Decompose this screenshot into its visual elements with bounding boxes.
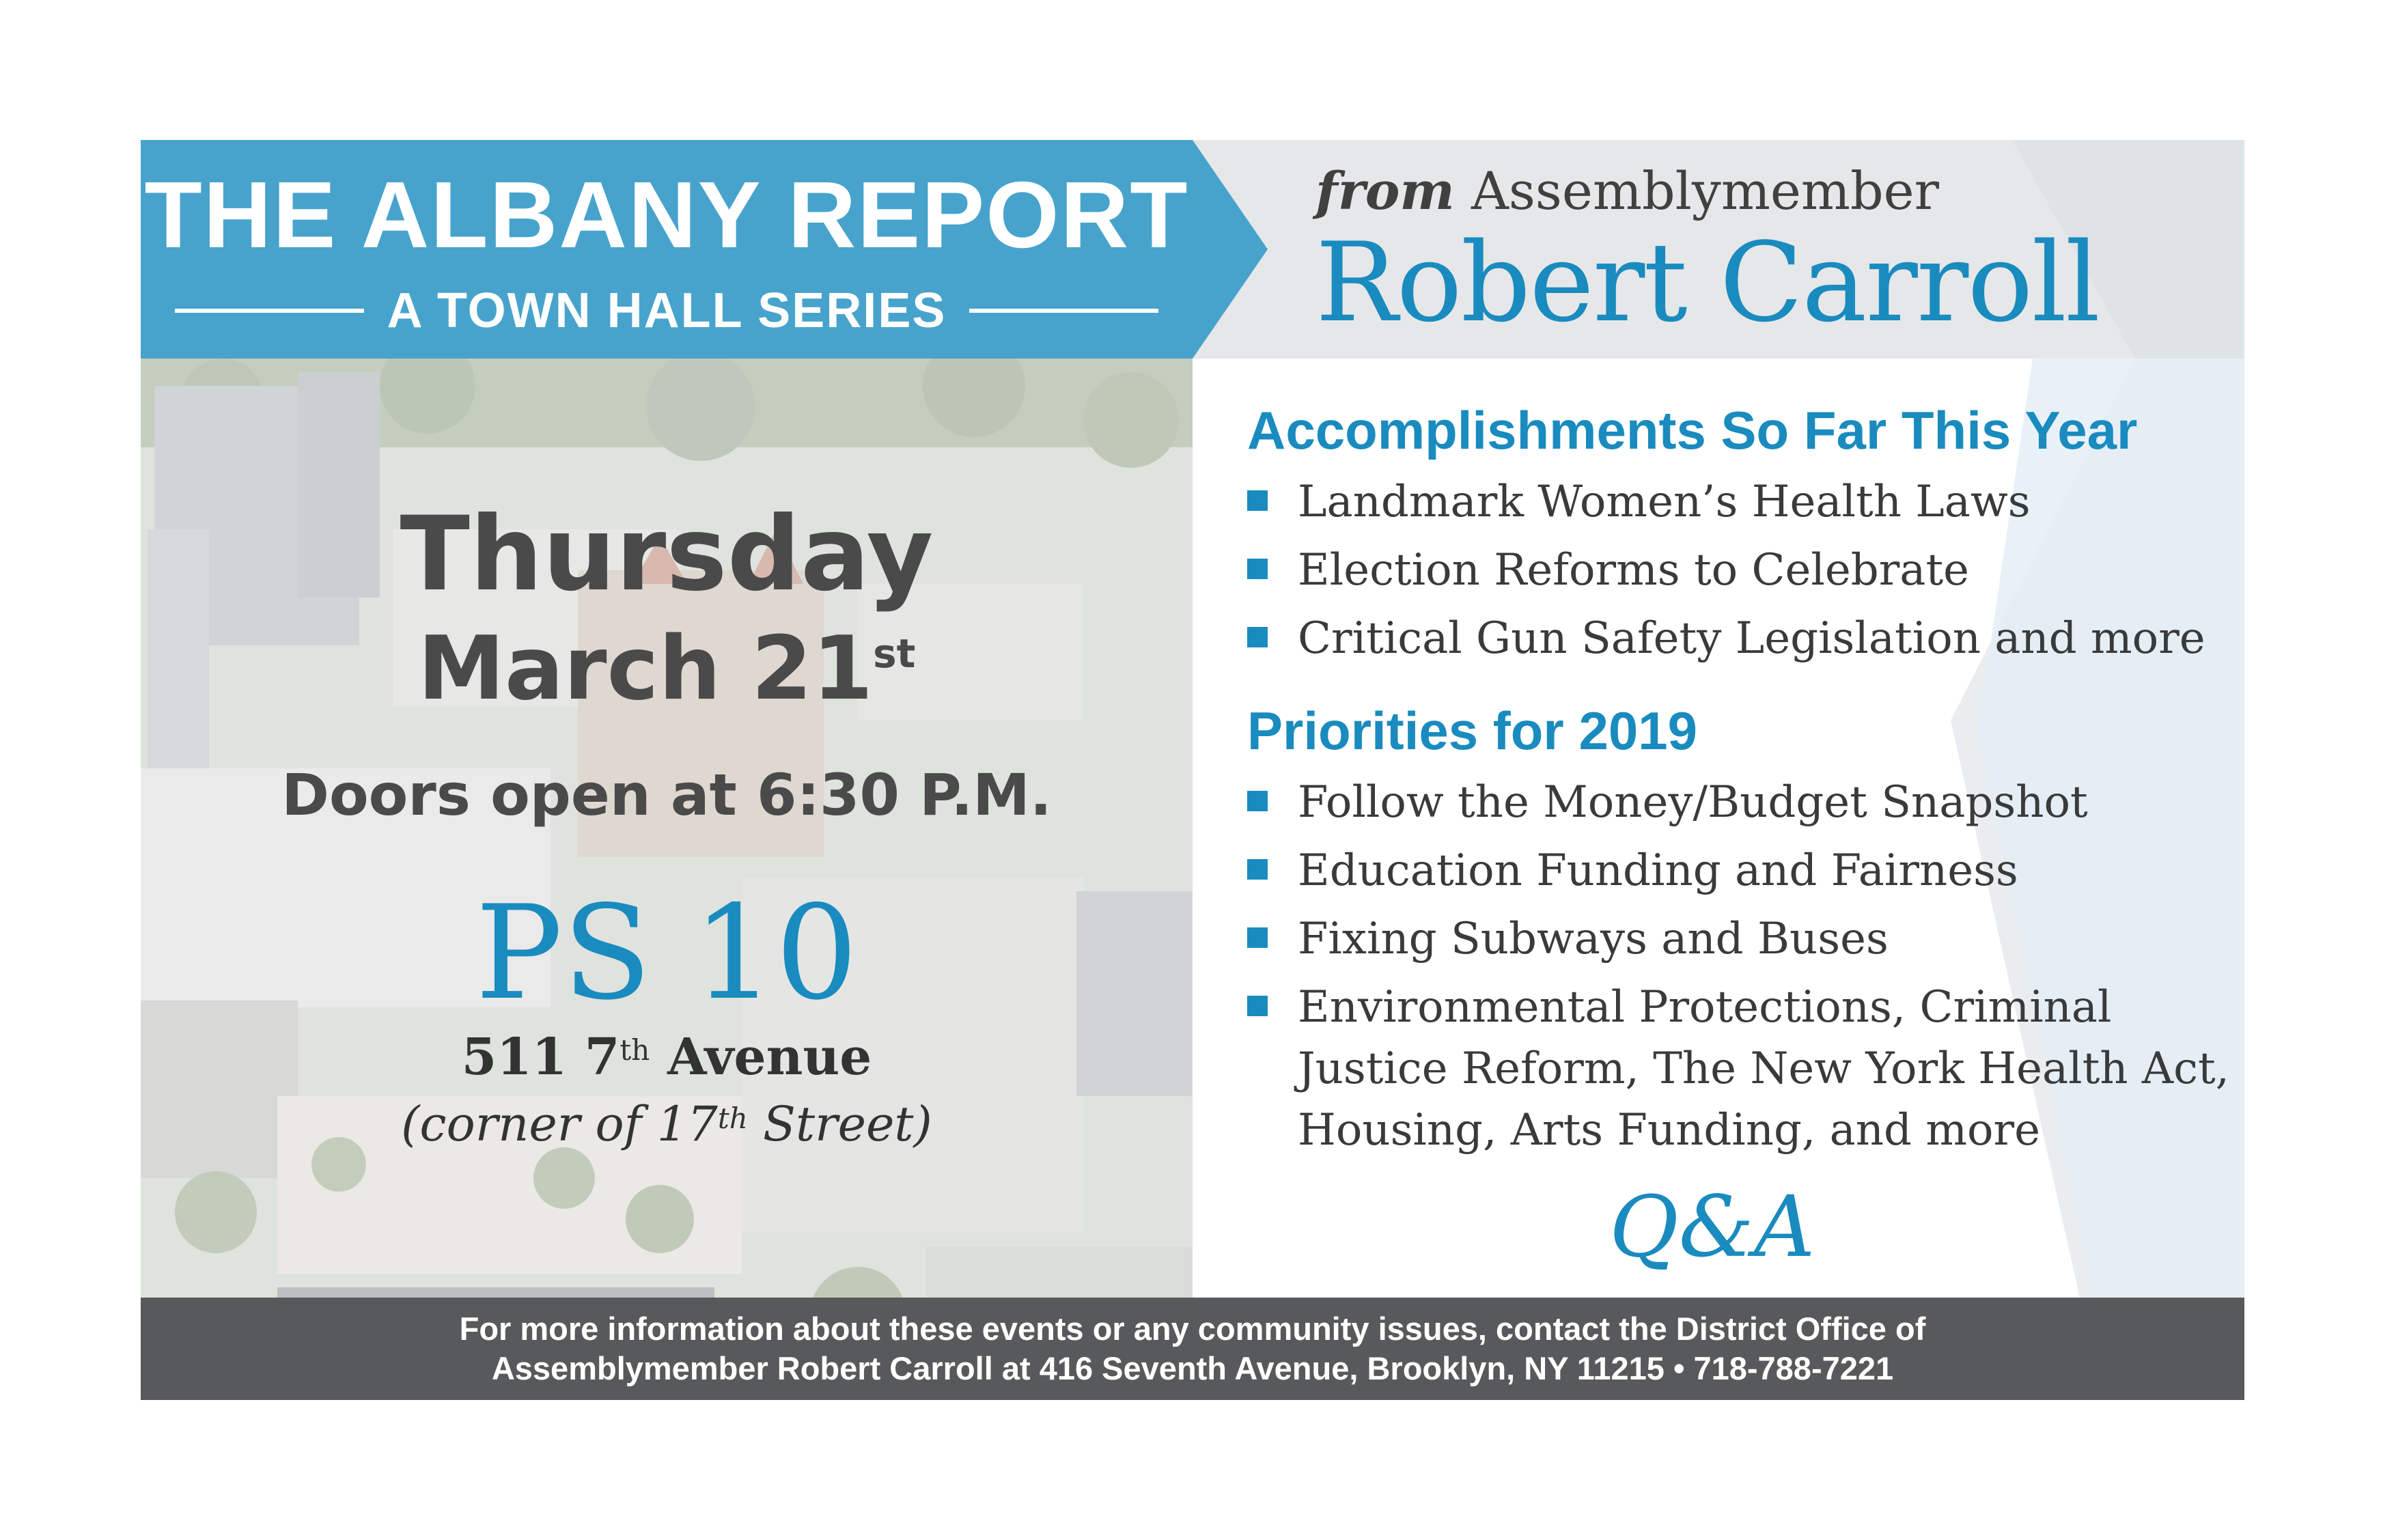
venue-address bbox=[141, 1028, 1193, 1087]
event-day: Thursday bbox=[400, 495, 934, 614]
subtitle-rule-left bbox=[175, 309, 364, 313]
venue-name: PS 10 bbox=[475, 878, 859, 1028]
list-item-text: Environmental Protections, Criminal Justice Reform, The New York Health Act, Housing, Arts Funding, and more bbox=[1298, 982, 2229, 1156]
member-name: Robert Carroll bbox=[1315, 219, 2099, 346]
list-item-text: Election Reforms to Celebrate bbox=[1298, 545, 1970, 596]
list-item-text: Follow the Money/Budget Snapshot bbox=[1298, 777, 2088, 828]
priorities-heading: Priorities for 2019 bbox=[1247, 701, 1697, 761]
corner-suffix: th bbox=[717, 1102, 748, 1135]
square-bullet-icon bbox=[1247, 791, 1268, 811]
event-date bbox=[141, 618, 1193, 720]
footer-line-1: For more information about these events or any community issues, contact the District Office of bbox=[459, 1311, 1926, 1347]
list-item bbox=[1247, 840, 2018, 901]
square-bullet-icon bbox=[1247, 627, 1268, 647]
qa-label: Q&A bbox=[1609, 1178, 1815, 1276]
venue-corner bbox=[141, 1096, 1193, 1152]
event-date-suffix: st bbox=[873, 630, 916, 677]
list-item-text: Fixing Subways and Buses bbox=[1298, 914, 1889, 964]
square-bullet-icon bbox=[1247, 996, 1268, 1016]
list-item bbox=[1247, 608, 2205, 669]
flyer bbox=[141, 140, 2244, 1400]
banner-arrow-icon bbox=[1193, 140, 1268, 359]
list-item bbox=[1247, 908, 1889, 970]
report-subtitle: A TOWN HALL SERIES bbox=[387, 283, 947, 338]
list-item bbox=[1247, 471, 2031, 533]
title-banner bbox=[141, 140, 1193, 359]
doors-time: Doors open at 6:30 P.M. bbox=[281, 761, 1052, 828]
from-role: Assemblymember bbox=[1471, 160, 1939, 221]
list-item-text: Landmark Women’s Health Laws bbox=[1298, 477, 2031, 527]
corner-post: Street) bbox=[747, 1096, 932, 1152]
list-item bbox=[1247, 977, 2244, 1161]
list-item bbox=[1247, 772, 2088, 833]
list-item-text: Critical Gun Safety Legislation and more bbox=[1298, 613, 2205, 664]
event-date-text: March 21 bbox=[417, 618, 874, 720]
footer-line-2: Assemblymember Robert Carroll at 416 Seventh Avenue, Brooklyn, NY 11215 • 718-788-7221 bbox=[491, 1350, 1894, 1386]
address-street: Avenue bbox=[650, 1028, 872, 1087]
from-word: from bbox=[1315, 160, 1455, 221]
contact-footer bbox=[141, 1298, 2244, 1400]
from-line bbox=[1315, 160, 1939, 221]
subtitle-row bbox=[175, 280, 1158, 341]
square-bullet-icon bbox=[1247, 859, 1268, 880]
square-bullet-icon bbox=[1247, 559, 1268, 579]
report-title: THE ALBANY REPORT bbox=[144, 163, 1189, 268]
square-bullet-icon bbox=[1247, 490, 1268, 511]
address-suffix: th bbox=[619, 1033, 650, 1067]
list-item-text: Education Funding and Fairness bbox=[1298, 845, 2018, 896]
corner-pre: (corner of 17 bbox=[401, 1096, 718, 1152]
list-item bbox=[1247, 540, 1969, 601]
square-bullet-icon bbox=[1247, 927, 1268, 948]
subtitle-rule-right bbox=[969, 309, 1158, 313]
address-number: 511 7 bbox=[461, 1028, 620, 1087]
accomplishments-heading: Accomplishments So Far This Year bbox=[1247, 400, 2138, 460]
